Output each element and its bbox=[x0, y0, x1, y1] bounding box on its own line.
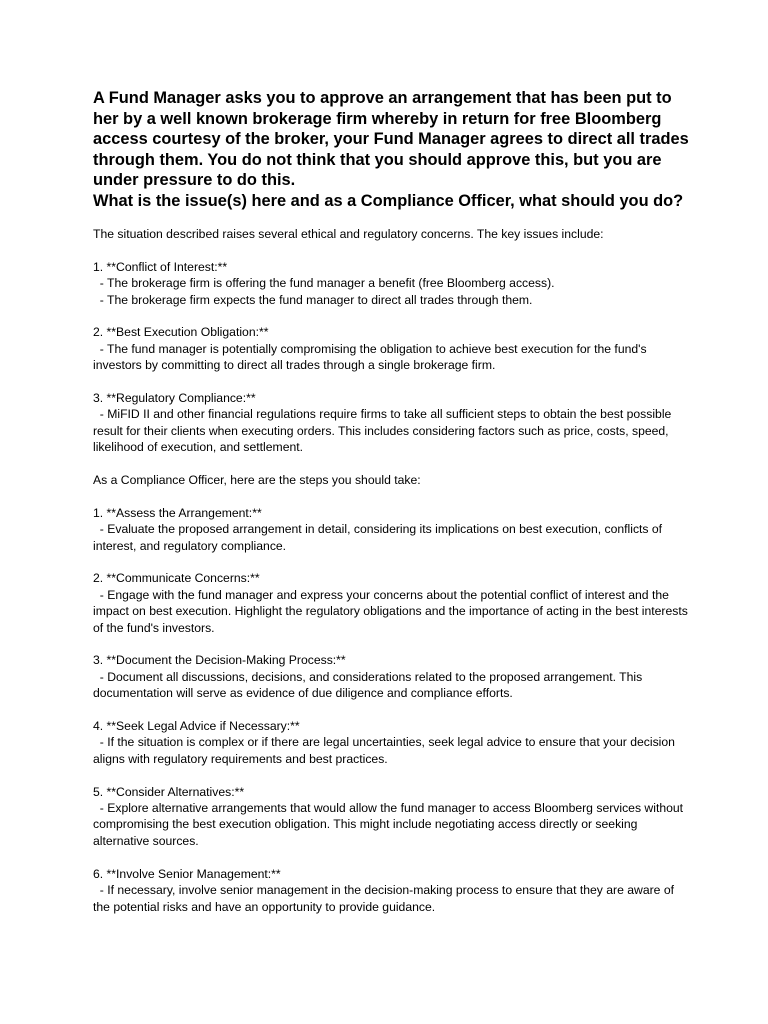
step-item bbox=[93, 505, 693, 554]
step-item bbox=[93, 570, 693, 636]
step-item bbox=[93, 866, 693, 915]
step-title: 3. **Document the Decision-Making Process:** bbox=[93, 653, 346, 668]
answer-body bbox=[93, 226, 693, 915]
step-title: 5. **Consider Alternatives:** bbox=[93, 784, 245, 799]
issue-title: 2. **Best Execution Obligation:** bbox=[93, 325, 269, 340]
step-item bbox=[93, 652, 693, 701]
issue-item bbox=[93, 390, 693, 456]
question-prompt: What is the issue(s) here and as a Compliance Officer, what should you do? bbox=[93, 191, 684, 210]
issue-item bbox=[93, 259, 693, 308]
step-title: 1. **Assess the Arrangement:** bbox=[93, 505, 262, 520]
step-title: 4. **Seek Legal Advice if Necessary:** bbox=[93, 719, 300, 734]
step-item bbox=[93, 718, 693, 767]
issue-detail: - The brokerage firm is offering the fund manager a benefit (free Bloomberg access). bbox=[93, 276, 555, 291]
issue-detail: - MiFID II and other financial regulations require firms to take all sufficient steps to obtain the best possible result for their clients when executing orders. This includes considering factors such as price, costs, speed, likelihood of execution, and settlement. bbox=[93, 407, 675, 455]
issue-detail: - The fund manager is potentially compromising the obligation to achieve best execution for the fund's investors by committing to direct all trades through a single brokerage firm. bbox=[93, 341, 650, 373]
step-detail: - Evaluate the proposed arrangement in detail, considering its implications on best execution, conflicts of interest, and regulatory compliance. bbox=[93, 522, 666, 553]
question-text: A Fund Manager asks you to approve an arrangement that has been put to her by a well known brokerage firm whereby in return for free Bloomberg access courtesy of the broker, your Fund Manager agrees to direct all trades through them. You do not think that you should approve this, but you are under pressure to do this. bbox=[93, 89, 689, 189]
step-title: 6. **Involve Senior Management:** bbox=[93, 866, 281, 881]
step-detail: - If necessary, involve senior management in the decision-making process to ensure that they are aware of the potential risks and have an opportunity to provide guidance. bbox=[93, 883, 678, 914]
issue-item bbox=[93, 324, 693, 373]
step-detail: - If the situation is complex or if there are legal uncertainties, seek legal advice to ensure that your decision aligns with regulatory requirements and best practices. bbox=[93, 735, 679, 766]
issue-title: 1. **Conflict of Interest:** bbox=[93, 259, 228, 274]
step-detail: - Explore alternative arrangements that would allow the fund manager to access Bloomberg services without compromising the best execution obligation. This might include negotiating access directly or seeking alternative sources. bbox=[93, 801, 687, 848]
issues-list bbox=[93, 259, 693, 456]
step-title: 2. **Communicate Concerns:** bbox=[93, 571, 260, 586]
steps-list bbox=[93, 505, 693, 915]
step-detail: - Engage with the fund manager and express your concerns about the potential conflict of interest and the impact on best execution. Highlight the regulatory obligations and the importance of acting in the best interests of the fund's investors. bbox=[93, 587, 692, 635]
document-page bbox=[93, 88, 693, 931]
issue-detail: - The brokerage firm expects the fund manager to direct all trades through them. bbox=[93, 292, 533, 307]
step-detail: - Document all discussions, decisions, and considerations related to the proposed arrangement. This documentation will serve as evidence of due diligence and compliance efforts. bbox=[93, 669, 646, 701]
steps-intro-paragraph: As a Compliance Officer, here are the steps you should take: bbox=[93, 473, 421, 488]
intro-paragraph: The situation described raises several ethical and regulatory concerns. The key issues include: bbox=[93, 227, 604, 241]
question-heading bbox=[93, 88, 693, 211]
issue-title: 3. **Regulatory Compliance:** bbox=[93, 391, 256, 406]
step-item bbox=[93, 784, 693, 850]
